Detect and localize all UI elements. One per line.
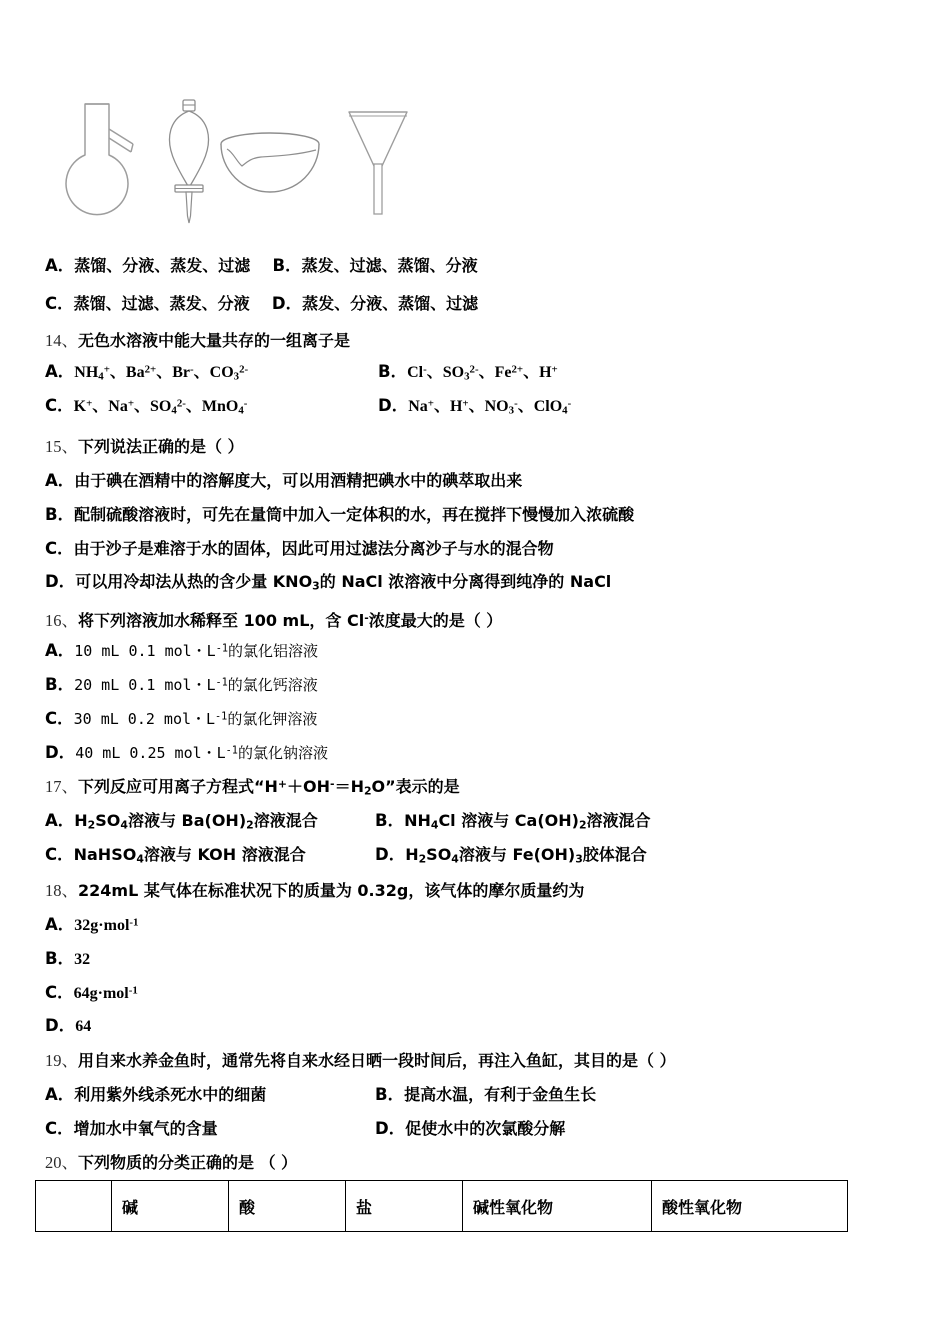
q16-option-d <box>45 743 328 763</box>
q17-option-a <box>45 811 318 832</box>
table-header-cell-salt: 盐 <box>346 1181 463 1232</box>
option-label: A． <box>45 915 75 934</box>
q17-option-b <box>375 811 651 832</box>
option-text: 增加水中氧气的含量 <box>73 1119 218 1138</box>
table-header-cell-acidic-oxide: 酸性氧化物 <box>652 1181 848 1232</box>
q14-option-d <box>378 396 571 418</box>
q15-option-b <box>45 505 634 525</box>
option-label: A． <box>45 811 75 830</box>
q16-option-b <box>45 675 318 695</box>
question-number: 15、 <box>45 437 78 456</box>
option-text: $NH_4^+$、$Ba^{2+}$、Br-、$CO_3^{2-}$ <box>74 363 249 383</box>
q14-option-a <box>45 362 248 384</box>
question-number: 19、 <box>45 1051 78 1070</box>
q14-option-b <box>378 362 558 384</box>
option-label: C． <box>45 294 74 313</box>
q19-option-d <box>375 1119 565 1139</box>
distillation-flask-svg <box>45 92 140 222</box>
question-stem-text: 将下列溶液加水稀释至 100 mL，含 Cl-浓度最大的是（ ） <box>78 611 503 630</box>
option-label: D． <box>45 1016 76 1035</box>
option-label: A． <box>45 471 75 490</box>
question-stem-text: 无色水溶液中能大量共存的一组离子是 <box>78 331 351 350</box>
option-text: 提高水温，有利于金鱼生长 <box>404 1085 597 1104</box>
option-label: C． <box>45 845 74 864</box>
evaporating-dish-svg <box>217 122 327 202</box>
q17-option-c <box>45 845 306 866</box>
q18-option-a <box>45 915 138 935</box>
option-text: 可以用冷却法从热的含少量 $KNO_3$的 NaCl 浓溶液中分离得到纯净的 NaCl <box>75 572 612 593</box>
question-number: 18、 <box>45 881 78 900</box>
question-number: 14、 <box>45 331 78 350</box>
q15-option-d <box>45 572 611 593</box>
option-label: C． <box>45 1119 74 1138</box>
option-text: NaHSO$_4$溶液与 KOH 溶液混合 <box>73 845 306 866</box>
question-19-stem <box>45 1051 676 1071</box>
question-16-stem <box>45 611 502 631</box>
option-label: B． <box>378 362 408 381</box>
question-18-stem <box>45 881 584 901</box>
filter-funnel-icon <box>337 104 422 219</box>
option-label: A． <box>45 362 75 381</box>
distillation-flask-icon <box>45 92 140 222</box>
option-label: B． <box>375 811 405 830</box>
option-label: B． <box>272 256 302 275</box>
option-text: 20 mL 0.1 mol・$L^{-1}$的氯化钙溶液 <box>74 676 318 694</box>
option-text: $H_2SO_4$溶液与 $Fe(OH)_3$胶体混合 <box>405 845 647 866</box>
option-label: B． <box>45 675 75 694</box>
option-text: 由于碘在酒精中的溶解度大，可以用酒精把碘水中的碘萃取出来 <box>74 471 523 490</box>
option-label: A． <box>45 1085 75 1104</box>
filter-funnel-svg <box>337 104 422 219</box>
option-text: 30 mL 0.2 mol・$L^{-1}$的氯化钾溶液 <box>73 710 318 728</box>
option-label: D． <box>378 396 409 415</box>
option-label: D． <box>45 572 76 591</box>
question-number: 20、 <box>45 1153 78 1172</box>
option-text: 配制硫酸溶液时，可先在量筒中加入一定体积的水，再在搅拌下慢慢加入浓硫酸 <box>74 505 635 524</box>
option-text: $NH_4Cl$ 溶液与 $Ca(OH)_2$溶液混合 <box>404 811 651 832</box>
option-text: Na+、H+、$NO_3^-$、ClO$_4$- <box>408 397 572 417</box>
q19-option-a <box>45 1085 266 1105</box>
q19-option-b <box>375 1085 596 1105</box>
option-text: 32 <box>74 951 91 968</box>
q13-option-a <box>45 256 478 276</box>
option-label: A． <box>45 641 75 660</box>
option-text: 40 mL 0.25 mol・$L^{-1}$的氯化钠溶液 <box>75 744 328 762</box>
q15-option-a <box>45 471 522 491</box>
option-text: $H_2SO_4$溶液与 $Ba(OH)_2$溶液混合 <box>74 811 318 832</box>
question-20-stem <box>45 1153 297 1173</box>
q17-option-d <box>375 845 647 866</box>
question-14-stem <box>45 331 350 351</box>
option-label: C． <box>45 983 74 1002</box>
q18-option-b <box>45 949 90 969</box>
option-text: 利用紫外线杀死水中的细菌 <box>74 1085 267 1104</box>
option-text: 蒸发、过滤、蒸馏、分液 <box>301 256 478 275</box>
q16-option-c <box>45 709 317 729</box>
table-header-cell-acid: 酸 <box>229 1181 346 1232</box>
option-label: B． <box>45 505 75 524</box>
option-label: C． <box>45 709 74 728</box>
question-stem-text: 用自来水养金鱼时，通常先将自来水经日晒一段时间后，再注入鱼缸，其目的是（ ） <box>78 1051 676 1070</box>
table-header-cell-base: 碱 <box>112 1181 229 1232</box>
table-header-cell-basic-oxide: 碱性氧化物 <box>463 1181 652 1232</box>
option-label: B． <box>45 949 75 968</box>
option-text: 蒸发、分液、蒸馏、过滤 <box>302 294 479 313</box>
q19-option-c <box>45 1119 218 1139</box>
option-label: B． <box>375 1085 405 1104</box>
evaporating-dish-icon <box>217 122 327 202</box>
q13-option-c <box>45 294 478 314</box>
option-label: D． <box>271 294 303 313</box>
classification-table <box>35 1180 848 1232</box>
option-label: C． <box>45 539 74 558</box>
q15-option-c <box>45 539 554 559</box>
option-label: D． <box>45 743 76 762</box>
option-text: 由于沙子是难溶于水的固体，因此可用过滤法分离沙子与水的混合物 <box>73 539 554 558</box>
option-text: 蒸馏、分液、蒸发、过滤 <box>74 256 251 275</box>
q16-option-a <box>45 641 318 661</box>
question-17-stem <box>45 777 460 798</box>
option-label: C． <box>45 396 74 415</box>
question-stem-text: 下列反应可用离子方程式“$H^++OH^-=H_2O$”表示的是 <box>78 777 460 798</box>
table-header-cell-0 <box>36 1181 112 1232</box>
question-stem-text: 下列说法正确的是（ ） <box>78 437 244 456</box>
q14-option-c <box>45 396 247 418</box>
option-text: 促使水中的次氯酸分解 <box>405 1119 566 1138</box>
option-text: K+、Na+、$SO_4^{2-}$、MnO$_4$- <box>73 397 248 417</box>
table-row <box>36 1181 848 1232</box>
option-text: 64g·mol$^{-1}$ <box>73 984 138 1002</box>
question-stem-text: 下列物质的分类正确的是 （ ） <box>78 1153 298 1172</box>
q18-option-c <box>45 983 138 1003</box>
option-text: 蒸馏、过滤、蒸发、分液 <box>73 294 250 313</box>
question-15-stem <box>45 437 244 457</box>
option-label: D． <box>375 1119 406 1138</box>
option-text: Cl-、$SO_3^{2-}$、$Fe^{2+}$、H+ <box>407 363 558 383</box>
option-label: A． <box>45 256 75 275</box>
q18-option-d <box>45 1016 91 1036</box>
question-stem-text: 224mL 某气体在标准状况下的质量为 0.32g，该气体的摩尔质量约为 <box>78 881 585 900</box>
question-number: 16、 <box>45 611 78 630</box>
option-text: 32g·mol$^{-1}$ <box>74 916 139 934</box>
option-text: 64 <box>75 1018 92 1035</box>
option-label: D． <box>375 845 406 864</box>
apparatus-figure <box>45 92 445 227</box>
option-text: 10 mL 0.1 mol・$L^{-1}$的氯化铝溶液 <box>74 642 319 660</box>
question-number: 17、 <box>45 777 78 796</box>
